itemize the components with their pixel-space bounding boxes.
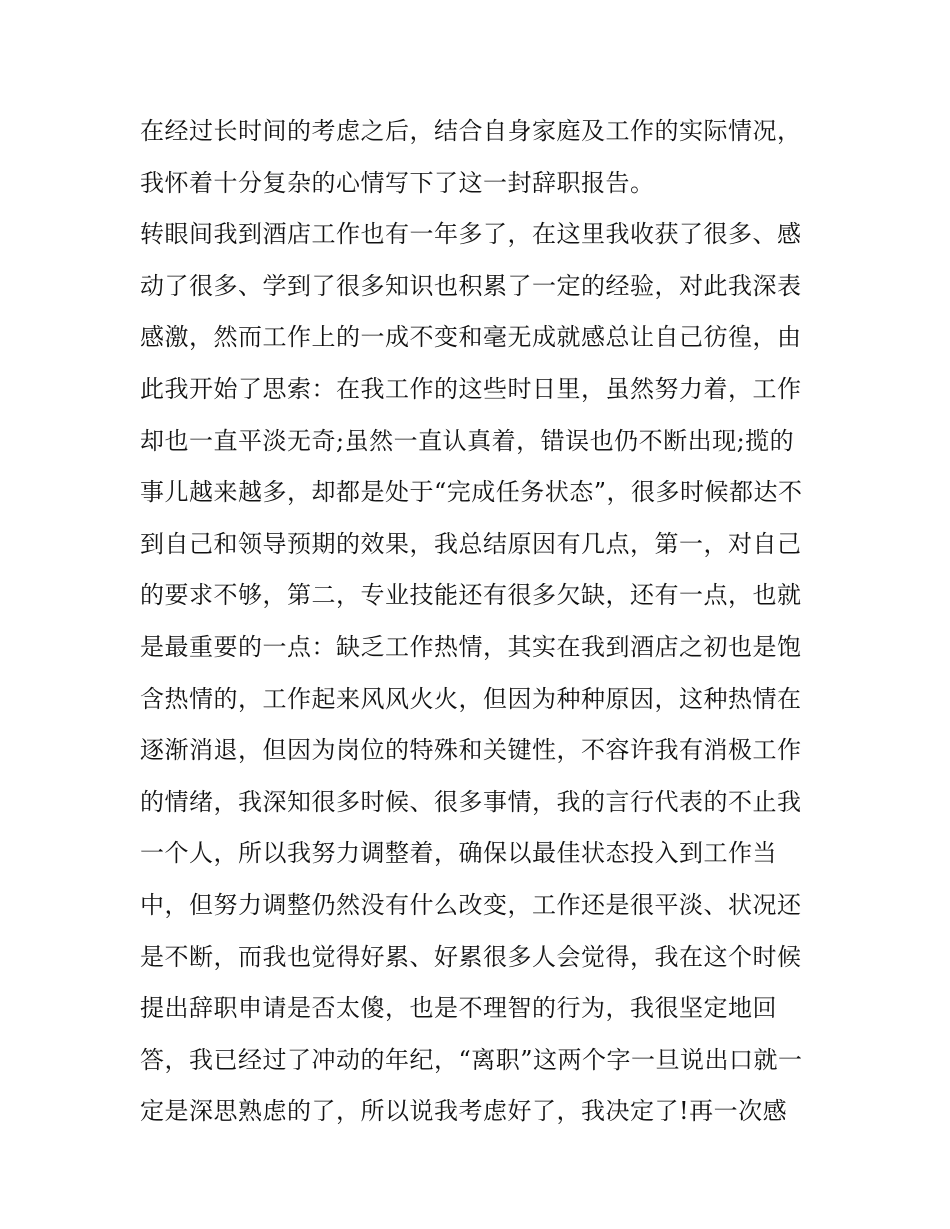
resignation-letter-body [140, 106, 820, 1138]
text-line: 到自己和领导预期的效果，我总结原因有几点，第一，对自己 [140, 529, 802, 558]
text-line: 转眼间我到酒店工作也有一年多了，在这里我收获了很多、感 [140, 220, 802, 249]
text-line: 我怀着十分复杂的心情写下了这一封辞职报告。 [140, 168, 655, 197]
text-line: 一个人，所以我努力调整着，确保以最佳状态投入到工作当 [140, 839, 777, 868]
text-line: 提出辞职申请是否太傻，也是不理智的行为，我很坚定地回 [140, 994, 777, 1023]
text-line: 的要求不够，第二，专业技能还有很多欠缺，还有一点，也就 [140, 581, 802, 610]
text-line: 却也一直平淡无奇;虽然一直认真着，错误也仍不断出现;揽的 [140, 426, 795, 455]
text-line: 是最重要的一点：缺乏工作热情，其实在我到酒店之初也是饱 [140, 632, 802, 661]
text-line: 逐渐消退，但因为岗位的特殊和关键性，不容许我有消极工作 [140, 736, 802, 765]
text-line: 事儿越来越多，却都是处于“完成任务状态”，很多时候都达不 [140, 478, 803, 507]
text-line: 是不断，而我也觉得好累、好累很多人会觉得，我在这个时候 [140, 942, 802, 971]
text-line: 动了很多、学到了很多知识也积累了一定的经验，对此我深表 [140, 271, 802, 300]
text-line: 含热情的，工作起来风风火火，但因为种种原因，这种热情在 [140, 684, 802, 713]
text-line: 感激，然而工作上的一成不变和毫无成就感总让自己彷徨，由 [140, 323, 802, 352]
text-line: 定是深思熟虑的了，所以说我考虑好了，我决定了!再一次感 [140, 1097, 788, 1126]
text-line: 中，但努力调整仍然没有什么改变，工作还是很平淡、状况还 [140, 890, 802, 919]
text-line: 在经过长时间的考虑之后，结合自身家庭及工作的实际情况， [140, 117, 802, 145]
text-line: 答，我已经过了冲动的年纪，“离职”这两个字一旦说出口就一 [140, 1045, 803, 1074]
text-line: 的情绪，我深知很多时候、很多事情，我的言行代表的不止我 [140, 787, 802, 816]
text-line: 此我开始了思索：在我工作的这些时日里，虽然努力着，工作 [140, 374, 802, 403]
